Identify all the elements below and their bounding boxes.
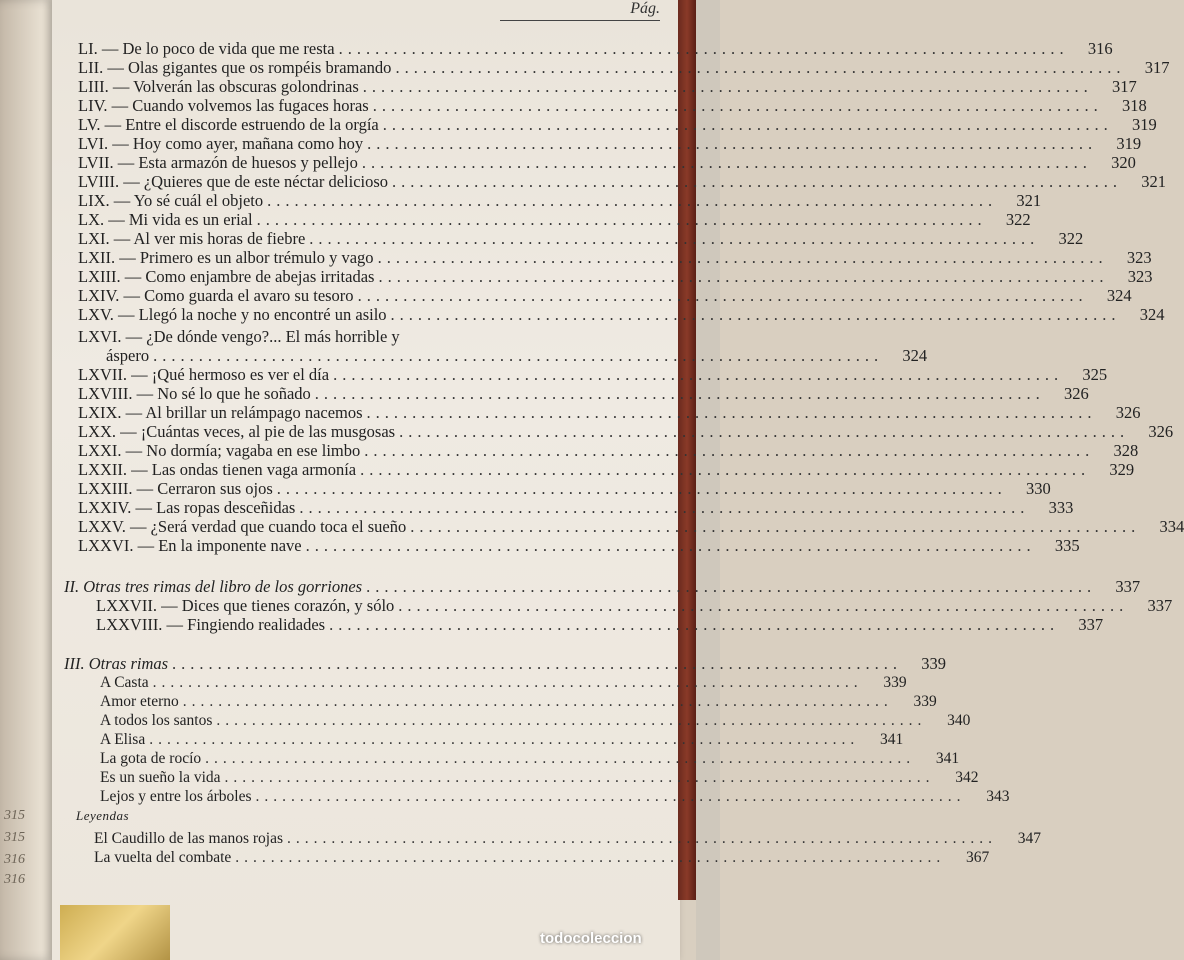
entry-title: LIV. — Cuando volvemos las fugaces horas	[78, 96, 369, 115]
leader-dots: ................................................................................	[205, 750, 916, 767]
entry-title: LIX. — Yo sé cuál el objeto	[78, 191, 264, 210]
entry-title: A Elisa	[100, 731, 146, 748]
leader-dots: ................................................................................	[372, 96, 1103, 115]
toc-entry	[78, 58, 1170, 77]
leader-dots: ................................................................................	[255, 788, 966, 805]
entry-page: 337	[1078, 615, 1104, 634]
leader-dots: ................................................................................	[366, 403, 1097, 422]
toc-entry	[78, 210, 1031, 229]
section-heading	[64, 654, 947, 673]
entry-title: LXIV. — Como guarda el avaro su tesoro	[78, 286, 354, 305]
toc-entry	[106, 346, 928, 365]
entry-page: 337	[1147, 596, 1173, 615]
toc-entry	[78, 77, 1137, 96]
entry-page: 316	[1087, 39, 1113, 58]
leader-dots: ................................................................................	[382, 115, 1113, 134]
toc-entry	[78, 39, 1113, 58]
entry-title: LXXVIII. — Fingiendo realidades	[96, 615, 326, 634]
leader-dots: ................................................................................	[392, 172, 1123, 191]
page-column-header: Pág.	[500, 0, 660, 21]
entry-page: 367	[966, 849, 990, 866]
section-title: II. Otras tres rimas del libro de los gorriones	[64, 577, 363, 596]
entry-title: LV. — Entre el discorde estruendo de la orgía	[78, 115, 379, 134]
toc-entry	[100, 750, 960, 768]
leader-dots: ................................................................................	[361, 153, 1092, 172]
toc-entry	[78, 384, 1089, 403]
leader-dots: ................................................................................	[235, 849, 946, 866]
entry-page: 337	[1115, 577, 1141, 596]
leader-dots: ................................................................................	[364, 441, 1095, 460]
section-heading	[64, 577, 1141, 596]
leader-dots: ................................................................................	[329, 615, 1060, 634]
entry-title: LXII. — Primero es un albor trémulo y vago	[78, 248, 374, 267]
leader-dots: ................................................................................	[216, 712, 927, 729]
entry-title: La vuelta del combate	[94, 849, 232, 866]
entry-page: 326	[1148, 422, 1174, 441]
entry-page: 317	[1112, 77, 1137, 96]
entry-page: 328	[1113, 441, 1139, 460]
entry-page: 339	[921, 654, 947, 673]
leader-dots: ................................................................................	[338, 39, 1069, 58]
leader-dots: ................................................................................	[182, 693, 893, 710]
entry-title: Es un sueño la vida	[100, 769, 221, 786]
leader-dots: ................................................................................	[395, 58, 1126, 77]
watermark-logo: todocoleccion	[540, 930, 642, 947]
leader-dots: ................................................................................	[362, 77, 1093, 96]
entry-page: 322	[1058, 229, 1084, 248]
entry-page: 321	[1016, 191, 1042, 210]
entry-title: LXXVII. — Dices que tienes corazón, y sólo	[96, 596, 395, 615]
entry-page: 334	[1159, 517, 1184, 536]
entry-page: 324	[1106, 286, 1132, 305]
leader-dots: ................................................................................	[314, 384, 1045, 403]
entry-title: LXVIII. — No sé lo que he soñado	[78, 384, 311, 403]
leader-dots: ................................................................................	[256, 210, 987, 229]
entry-page: 340	[947, 712, 971, 729]
entry-title: A Casta	[100, 674, 149, 691]
toc-entry	[100, 712, 971, 730]
section-title-leyendas: Leyendas	[76, 808, 130, 823]
entry-title: LX. — Mi vida es un erial	[78, 210, 253, 229]
leader-dots: ................................................................................	[153, 346, 884, 365]
toc-entry	[78, 305, 1165, 324]
toc-entry	[78, 248, 1152, 267]
entry-page: 333	[1048, 498, 1074, 517]
toc-entry	[78, 498, 1074, 517]
entry-page: 341	[935, 750, 960, 767]
toc-entry	[78, 96, 1147, 115]
leader-dots: ................................................................................	[299, 498, 1030, 517]
entry-page: 321	[1141, 172, 1167, 191]
leader-dots: ................................................................................	[149, 731, 860, 748]
toc-entry	[100, 769, 979, 787]
toc-entry	[78, 229, 1084, 248]
leader-dots: ................................................................................	[366, 577, 1097, 596]
entry-title: LXXVI. — En la imponente nave	[78, 536, 302, 555]
entry-page: 326	[1115, 403, 1141, 422]
leader-dots: ................................................................................	[152, 674, 863, 691]
entry-page: 319	[1132, 115, 1157, 134]
entry-page: 322	[1005, 210, 1031, 229]
leader-dots: ................................................................................	[398, 596, 1129, 615]
leader-dots: ................................................................................	[378, 267, 1109, 286]
entry-page: 324	[902, 346, 928, 365]
toc-entry	[94, 849, 990, 867]
leader-dots: ................................................................................	[357, 286, 1088, 305]
toc-entry	[78, 172, 1167, 191]
toc-entry	[78, 115, 1157, 134]
entry-page: 325	[1082, 365, 1108, 384]
leader-dots: ................................................................................	[267, 191, 998, 210]
toc-entry	[78, 479, 1051, 498]
section-title: III. Otras rimas	[64, 654, 169, 673]
leader-dots: ................................................................................	[333, 365, 1064, 384]
entry-title: LVI. — Hoy como ayer, mañana como hoy	[78, 134, 364, 153]
leader-dots: ................................................................................	[172, 654, 903, 673]
toc-entry	[78, 422, 1174, 441]
entry-page: 319	[1116, 134, 1142, 153]
toc-entry	[96, 596, 1173, 615]
entry-title: LXXIII. — Cerraron sus ojos	[78, 479, 273, 498]
entry-page: 330	[1026, 479, 1051, 498]
leader-dots: ................................................................................	[309, 229, 1040, 248]
entry-title: LVIII. — ¿Quieres que de este néctar delicioso	[78, 172, 389, 191]
entry-title: Lejos y entre los árboles	[100, 788, 252, 805]
entry-title: LII. — Olas gigantes que os rompéis bramando	[78, 58, 392, 77]
entry-title: A todos los santos	[100, 712, 213, 729]
entry-title: Amor eterno	[100, 693, 179, 710]
entry-page: 335	[1054, 536, 1080, 555]
entry-page: 343	[986, 788, 1010, 805]
leader-dots: ................................................................................	[286, 830, 997, 847]
toc-entry	[78, 517, 1184, 536]
toc-entry	[100, 693, 937, 711]
entry-page: 341	[879, 731, 904, 748]
entry-title: LXXV. — ¿Será verdad que cuando toca el sueño	[78, 517, 407, 536]
toc-entry	[78, 403, 1141, 422]
entry-page: 339	[913, 693, 937, 710]
entry-title: LIII. — Volverán las obscuras golondrinas	[78, 77, 359, 96]
toc-entry	[78, 536, 1080, 555]
ghost-number: 316	[4, 852, 25, 867]
entry-page: 320	[1111, 153, 1136, 172]
toc-entry	[78, 267, 1153, 286]
entry-title: LXIII. — Como enjambre de abejas irritadas	[78, 267, 375, 286]
entry-title: LXIX. — Al brillar un relámpago nacemos	[78, 403, 363, 422]
leader-dots: ................................................................................	[360, 460, 1091, 479]
toc-entry	[78, 365, 1108, 384]
entry-page: 317	[1144, 58, 1170, 77]
toc-entry	[78, 153, 1136, 172]
toc-entry	[96, 615, 1104, 634]
leader-dots: ................................................................................	[390, 305, 1121, 324]
toc-entry	[78, 286, 1132, 305]
toc-entry	[94, 830, 1041, 848]
toc-entry	[78, 460, 1135, 479]
entry-page: 347	[1017, 830, 1041, 847]
entry-page: 339	[883, 674, 907, 691]
entry-title: LI. — De lo poco de vida que me resta	[78, 39, 335, 58]
entry-title: LVII. — Esta armazón de huesos y pellejo	[78, 153, 358, 172]
leader-dots: ................................................................................	[224, 769, 935, 786]
toc-entry	[100, 788, 1010, 806]
entry-title: El Caudillo de las manos rojas	[94, 830, 283, 847]
entry-title: LXXI. — No dormía; vagaba en ese limbo	[78, 441, 361, 460]
entry-title: LXXII. — Las ondas tienen vaga armonía	[78, 460, 357, 479]
toc-entry	[78, 441, 1139, 460]
toc-entry	[78, 134, 1142, 153]
toc-entry	[78, 191, 1042, 210]
entry-title: LXXIV. — Las ropas desceñidas	[78, 498, 296, 517]
entry-title: LXI. — Al ver mis horas de fiebre	[78, 229, 306, 248]
entry-page: 323	[1126, 248, 1152, 267]
entry-title: LXV. — Llegó la noche y no encontré un asilo	[78, 305, 387, 324]
entry-title-continued: áspero	[106, 346, 150, 365]
leader-dots: ................................................................................	[399, 422, 1130, 441]
leader-dots: ................................................................................	[367, 134, 1098, 153]
entry-page: 342	[955, 769, 979, 786]
entry-title: La gota de rocío	[100, 750, 202, 767]
ghost-number: 315	[4, 830, 25, 845]
entry-page: 318	[1121, 96, 1147, 115]
ghost-number: 315	[4, 808, 25, 823]
ghost-number: 316	[4, 872, 25, 887]
leader-dots: ................................................................................	[377, 248, 1108, 267]
leader-dots: ................................................................................	[410, 517, 1141, 536]
toc-entry	[100, 674, 907, 692]
entry-title: LXVII. — ¡Qué hermoso es ver el día	[78, 365, 330, 384]
entry-page: 326	[1064, 384, 1089, 403]
entry-title: LXX. — ¡Cuántas veces, al pie de las musgosas	[78, 422, 396, 441]
entry-page: 323	[1127, 267, 1153, 286]
leader-dots: ................................................................................	[305, 536, 1036, 555]
toc-entry	[100, 731, 904, 749]
entry-page: 324	[1139, 305, 1165, 324]
toc-entry-line1: LXVI. — ¿De dónde vengo?... El más horrible y	[78, 327, 400, 346]
entry-page: 329	[1109, 460, 1135, 479]
leader-dots: ................................................................................	[276, 479, 1007, 498]
